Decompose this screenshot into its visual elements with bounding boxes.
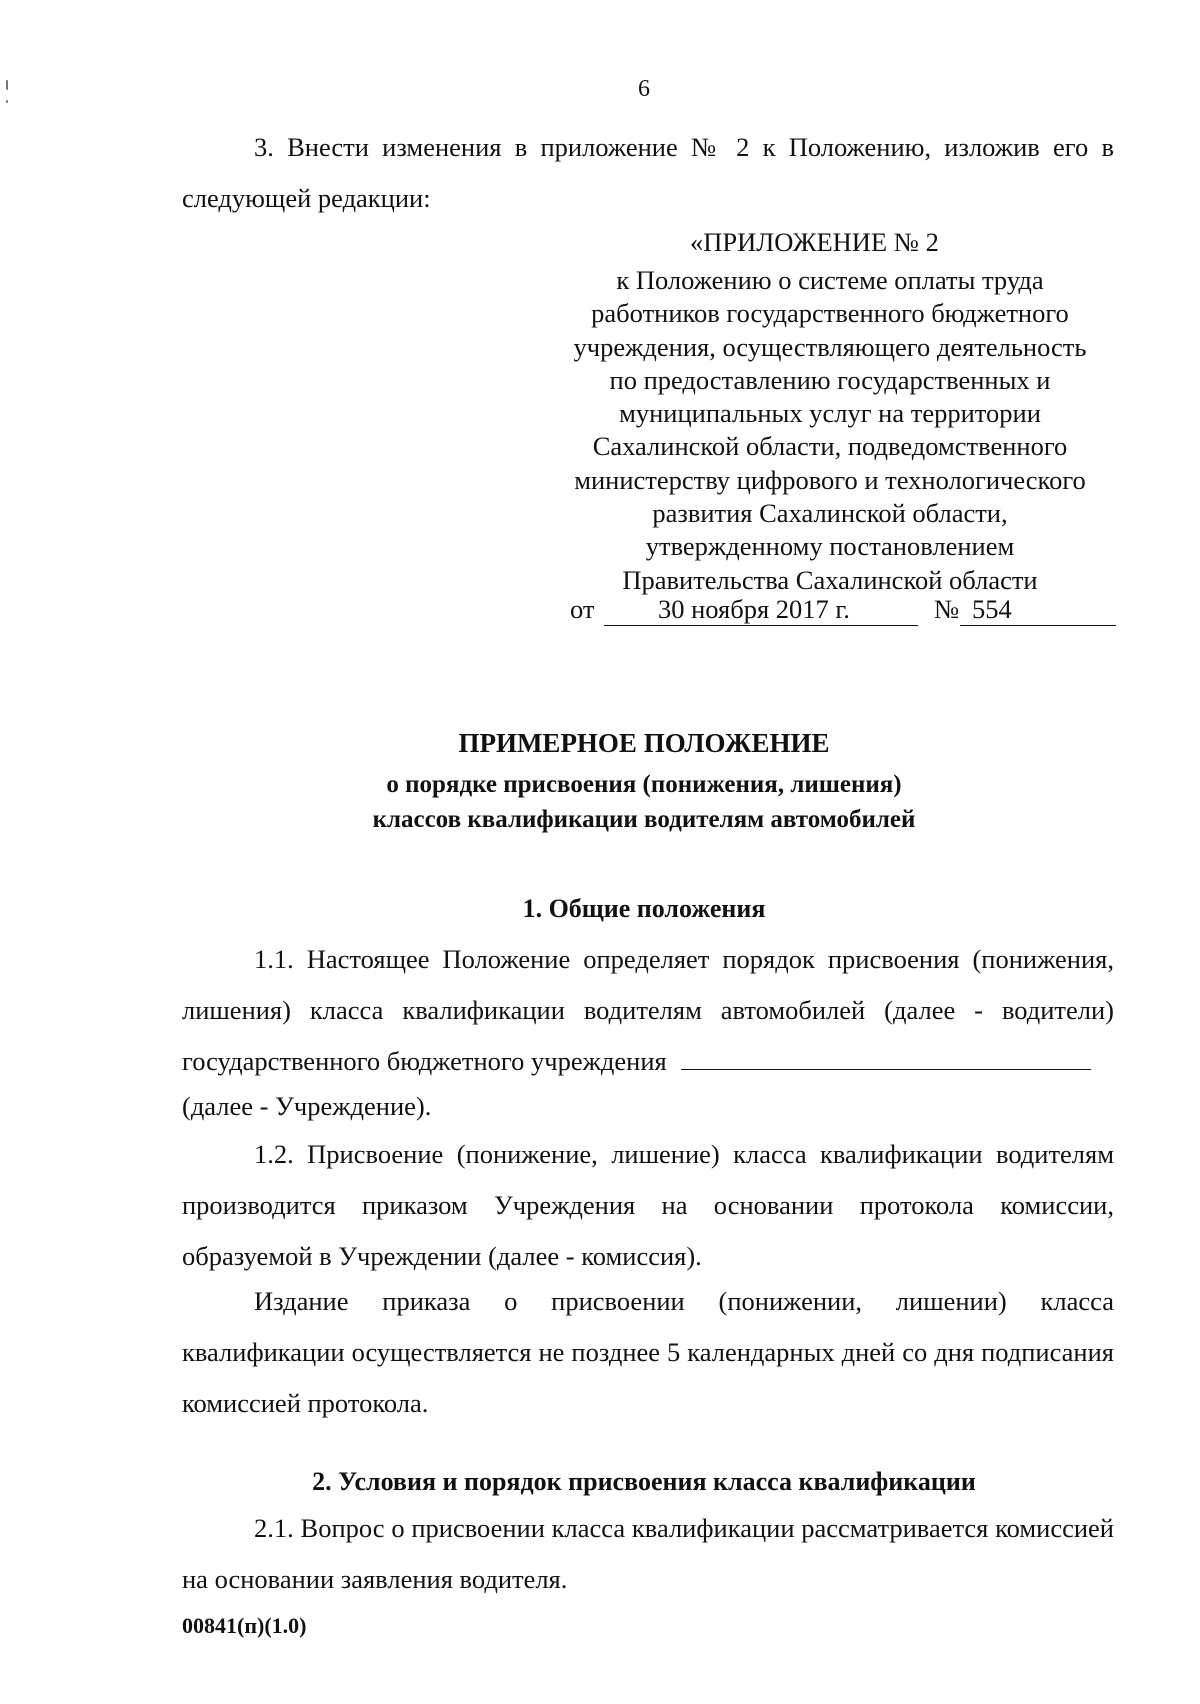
annex-line: муниципальных услуг на территории <box>619 398 1041 429</box>
document-title: ПРИМЕРНОЕ ПОЛОЖЕНИЕ <box>458 728 830 758</box>
paragraph-1-1-tail <box>182 1081 1114 1132</box>
paragraph-1-2 <box>182 1129 1114 1282</box>
annex-line: развития Сахалинской области, <box>652 498 1008 529</box>
paragraph-1-3 <box>182 1276 1114 1429</box>
paragraph-1-1 <box>182 934 1114 1087</box>
decree-number-label: № <box>934 594 960 624</box>
footer-document-code: 00841(п)(1.0) <box>182 1613 307 1638</box>
decree-date: 30 ноября 2017 г. <box>658 594 850 624</box>
annex-line: Правительства Сахалинской области <box>622 564 1038 595</box>
paragraph-1-2-text: 1.2. Присвоение (понижение, лишение) класса квалификации водителям производится приказом Учреждения на основании протокола комиссии, образуемой в Учреждении (далее - комиссия). <box>182 1139 1114 1271</box>
paragraph-1-1-text: 1.1. Настоящее Положение определяет порядок присвоения (понижения, лишения) класса квалификации водителям автомобилей (далее - водители) государственного бюджетного учреждения <box>182 944 1114 1076</box>
paragraph-1-3-text: Издание приказа о присвоении (понижении, лишении) класса квалификации осуществляется не позднее 5 календарных дней со дня подписания комиссией протокола. <box>182 1286 1114 1418</box>
annex-caption <box>540 264 1120 597</box>
intro-text: 3. Внести изменения в приложение № 2 к Положению, изложив его в следующей редакции: <box>182 132 1114 213</box>
section2-heading: 2. Условия и порядок присвоения класса квалификации <box>312 1467 976 1496</box>
annex-line: по предоставлению государственных и <box>609 364 1051 395</box>
institution-name-blank <box>681 1043 1091 1070</box>
decree-reference <box>570 593 594 626</box>
section1-heading: 1. Общие положения <box>522 894 766 923</box>
paragraph-2-1-text: 2.1. Вопрос о присвоении класса квалификации рассматривается комиссией на основании заявления водителя. <box>182 1513 1114 1594</box>
annex-line: утвержденному постановлением <box>645 531 1015 562</box>
annex-line: работников государственного бюджетного <box>591 298 1069 329</box>
paragraph-1-1-tail-text: (далее - Учреждение). <box>182 1091 432 1121</box>
annex-line: к Положению о системе оплаты труда <box>616 265 1044 295</box>
annex-title: «ПРИЛОЖЕНИЕ № 2 <box>690 227 939 257</box>
paragraph-2-1 <box>182 1503 1114 1605</box>
annex-line: Сахалинской области, подведомственного <box>592 431 1068 462</box>
annex-line: министерству цифрового и технологического <box>574 464 1086 495</box>
decree-number: 554 <box>972 594 1012 624</box>
decree-from-label: от <box>570 594 595 624</box>
document-subtitle-line1: о порядке присвоения (понижения, лишения) <box>386 771 902 798</box>
document-subtitle-line2: классов квалификации водителям автомобилей <box>372 806 916 833</box>
intro-paragraph <box>182 122 1114 224</box>
page-number: 6 <box>638 76 650 102</box>
annex-line: учреждения, осуществляющего деятельность <box>573 331 1087 362</box>
